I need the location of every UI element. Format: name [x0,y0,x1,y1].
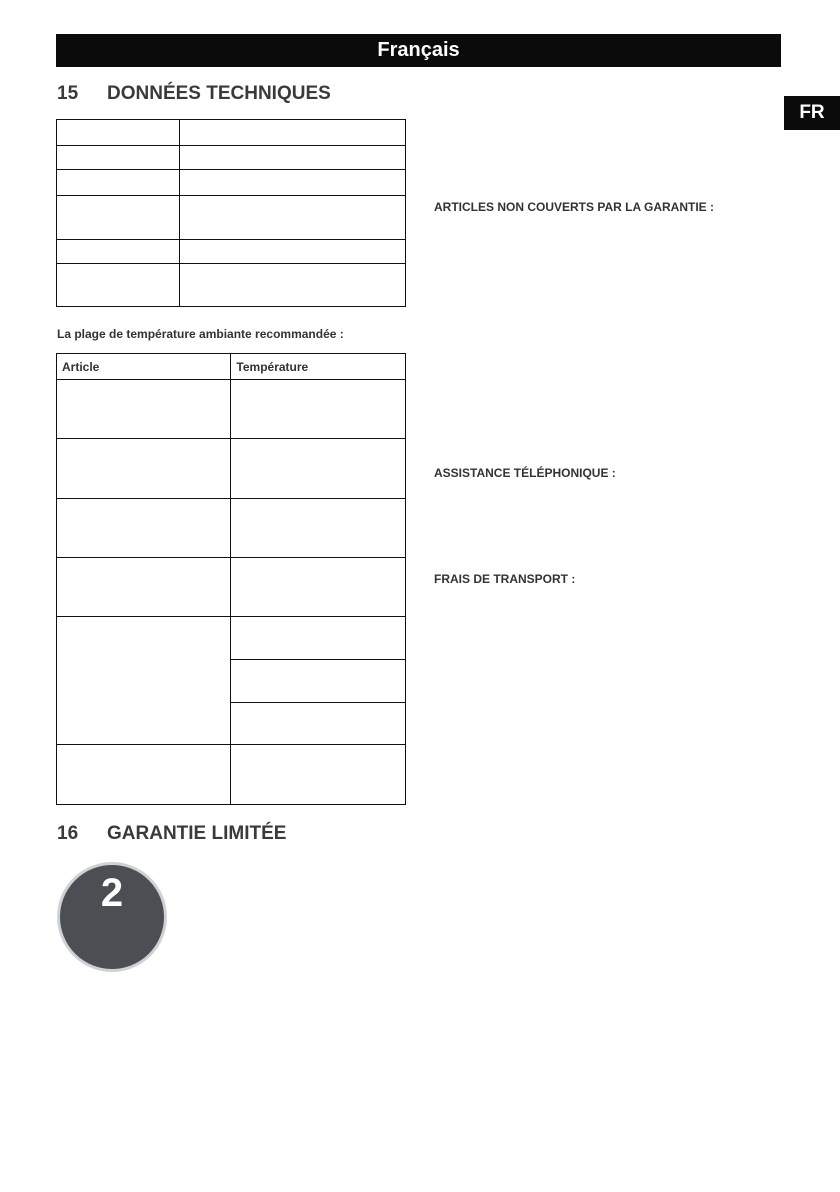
table-row [57,499,406,558]
section-16-heading [57,823,286,845]
table-row [57,380,406,439]
phone-support-label: ASSISTANCE TÉLÉPHONIQUE : [434,466,616,480]
badge-number: 2 [100,871,124,915]
table-row [57,558,406,617]
ambient-temperature-caption: La plage de température ambiante recommandée : [57,327,344,341]
table-row [57,120,406,146]
spec-value [180,264,406,307]
spec-label [57,264,180,307]
column-header-article: Article [57,354,231,380]
spec-value [180,240,406,264]
spec-label [57,196,180,240]
section-number: 16 [57,823,79,844]
shipping-costs-label: FRAIS DE TRANSPORT : [434,572,576,586]
spec-label [57,120,180,146]
technical-data-table [56,119,406,307]
section-title: GARANTIE LIMITÉE [107,823,287,844]
spec-value [180,170,406,196]
spec-label [57,170,180,196]
spec-label [57,146,180,170]
exclusions-label: ARTICLES NON COUVERTS PAR LA GARANTIE : [434,200,715,214]
table-row [57,196,406,240]
warranty-years-badge [57,862,167,972]
language-banner: Français [56,34,781,67]
temperature-table [56,353,406,805]
language-tab: FR [784,96,840,130]
spec-value [180,196,406,240]
table-row [57,617,406,660]
section-15-heading [57,83,331,105]
table-row [57,264,406,307]
section-number: 15 [57,83,79,104]
table-row [57,439,406,499]
column-header-temperature: Température [231,354,406,380]
spec-label [57,240,180,264]
table-row [57,146,406,170]
table-row [57,170,406,196]
table-row [57,745,406,805]
spec-value [180,146,406,170]
table-header-row [57,354,406,380]
section-title: DONNÉES TECHNIQUES [107,83,331,104]
spec-value [180,120,406,146]
table-row [57,240,406,264]
